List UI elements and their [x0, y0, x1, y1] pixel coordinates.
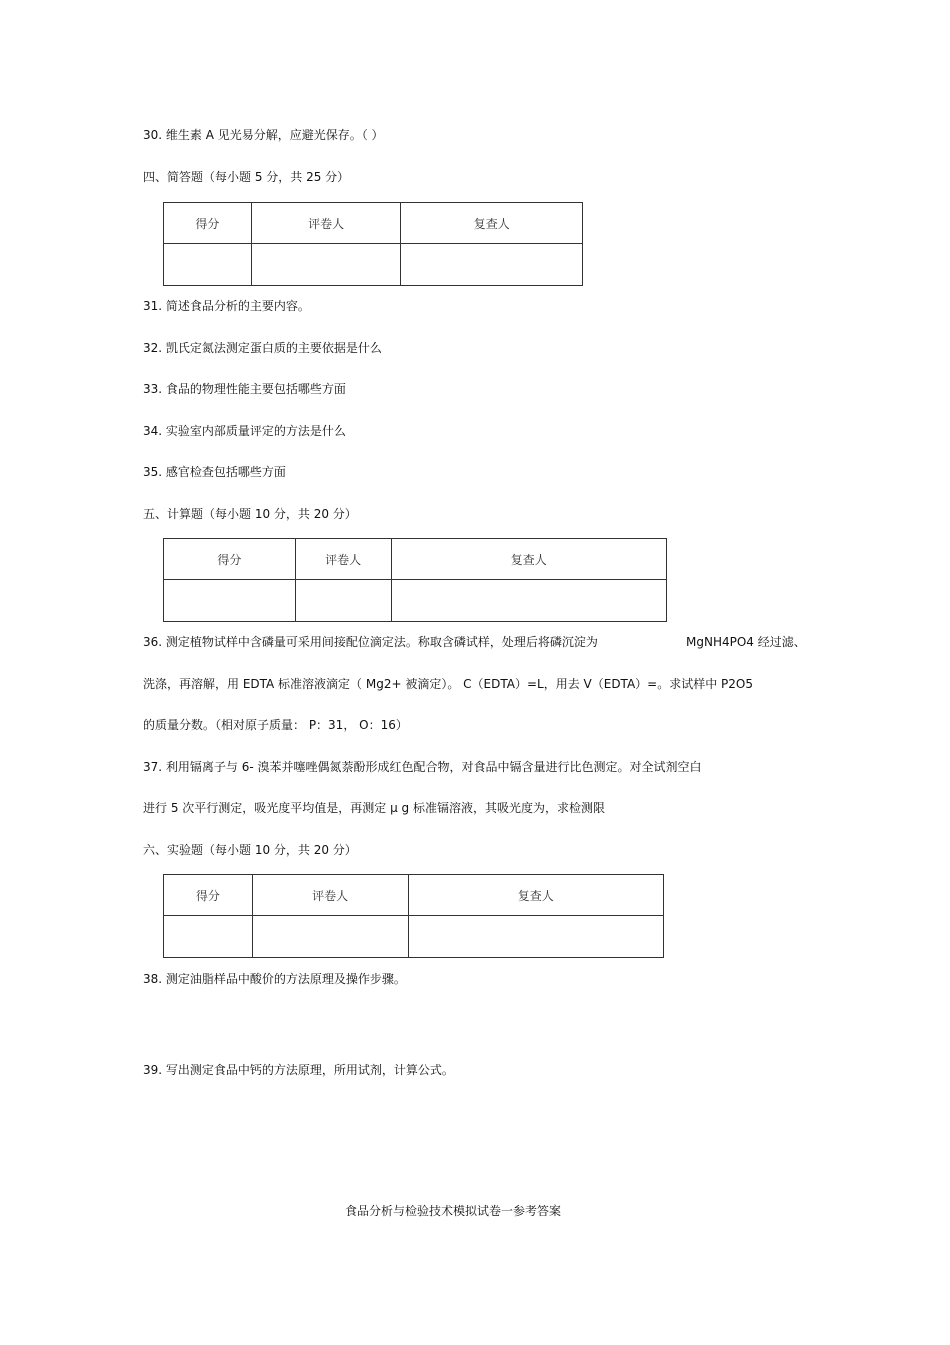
reviewer-header-cell: 复查人	[401, 203, 583, 244]
question-36-line-1-end: MgNH4PO4 经过滤、	[686, 635, 806, 649]
reviewer-blank-cell	[391, 580, 666, 622]
question-36-line-3: 的质量分数。（相对原子质量： P：31， O：16）	[143, 718, 408, 732]
score-table-section-6	[163, 874, 664, 958]
score-blank-cell	[164, 580, 296, 622]
grader-blank-cell	[251, 244, 401, 286]
reviewer-header-cell: 复查人	[391, 539, 666, 580]
score-table-section-4	[163, 202, 583, 286]
reviewer-blank-cell	[401, 244, 583, 286]
grader-blank-cell	[295, 580, 391, 622]
question-30: 30. 维生素 A 见光易分解，应避光保存。（ ）	[143, 128, 384, 142]
question-34: 34. 实验室内部质量评定的方法是什么	[143, 424, 346, 438]
grader-header-cell: 评卷人	[295, 539, 391, 580]
score-blank-cell	[164, 244, 252, 286]
section-heading-short-answer: 四、简答题（每小题 5 分，共 25 分）	[143, 170, 350, 184]
reviewer-blank-cell	[408, 916, 663, 958]
question-39: 39. 写出测定食品中钙的方法原理，所用试剂，计算公式。	[143, 1063, 454, 1077]
question-36-line-2: 洗涤，再溶解，用 EDTA 标准溶液滴定（ Mg2+ 被滴定）。 C（EDTA）=L，用去 V（EDTA）=。求试样中 P2O5	[143, 677, 753, 691]
answer-key-title: 食品分析与检验技术模拟试卷一参考答案	[345, 1204, 562, 1218]
question-37-line-2: 进行 5 次平行测定，吸光度平均值是，再测定 μ g 标准镉溶液，其吸光度为，求检测限	[143, 801, 605, 815]
question-35: 35. 感官检查包括哪些方面	[143, 465, 286, 479]
reviewer-header-cell: 复查人	[408, 875, 663, 916]
score-table-section-5	[163, 538, 667, 622]
score-header-cell: 得分	[164, 875, 253, 916]
section-heading-experiment: 六、实验题（每小题 10 分，共 20 分）	[143, 843, 357, 857]
question-33: 33. 食品的物理性能主要包括哪些方面	[143, 382, 346, 396]
score-header-cell: 得分	[164, 203, 252, 244]
question-32: 32. 凯氏定氮法测定蛋白质的主要依据是什么	[143, 341, 382, 355]
question-37-line-1: 37. 利用镉离子与 6- 溴苯并噻唑偶氮萘酚形成红色配合物，对食品中镉含量进行比色测定。对全试剂空白	[143, 760, 702, 774]
score-blank-cell	[164, 916, 253, 958]
grader-header-cell: 评卷人	[252, 875, 408, 916]
grader-blank-cell	[252, 916, 408, 958]
question-36-line-1: 36. 测定植物试样中含磷量可采用间接配位滴定法。称取含磷试样，处理后将磷沉淀为	[143, 635, 598, 649]
question-31: 31. 简述食品分析的主要内容。	[143, 299, 310, 313]
score-header-cell: 得分	[164, 539, 296, 580]
section-heading-calculation: 五、计算题（每小题 10 分，共 20 分）	[143, 507, 357, 521]
question-38: 38. 测定油脂样品中酸价的方法原理及操作步骤。	[143, 972, 406, 986]
grader-header-cell: 评卷人	[251, 203, 401, 244]
